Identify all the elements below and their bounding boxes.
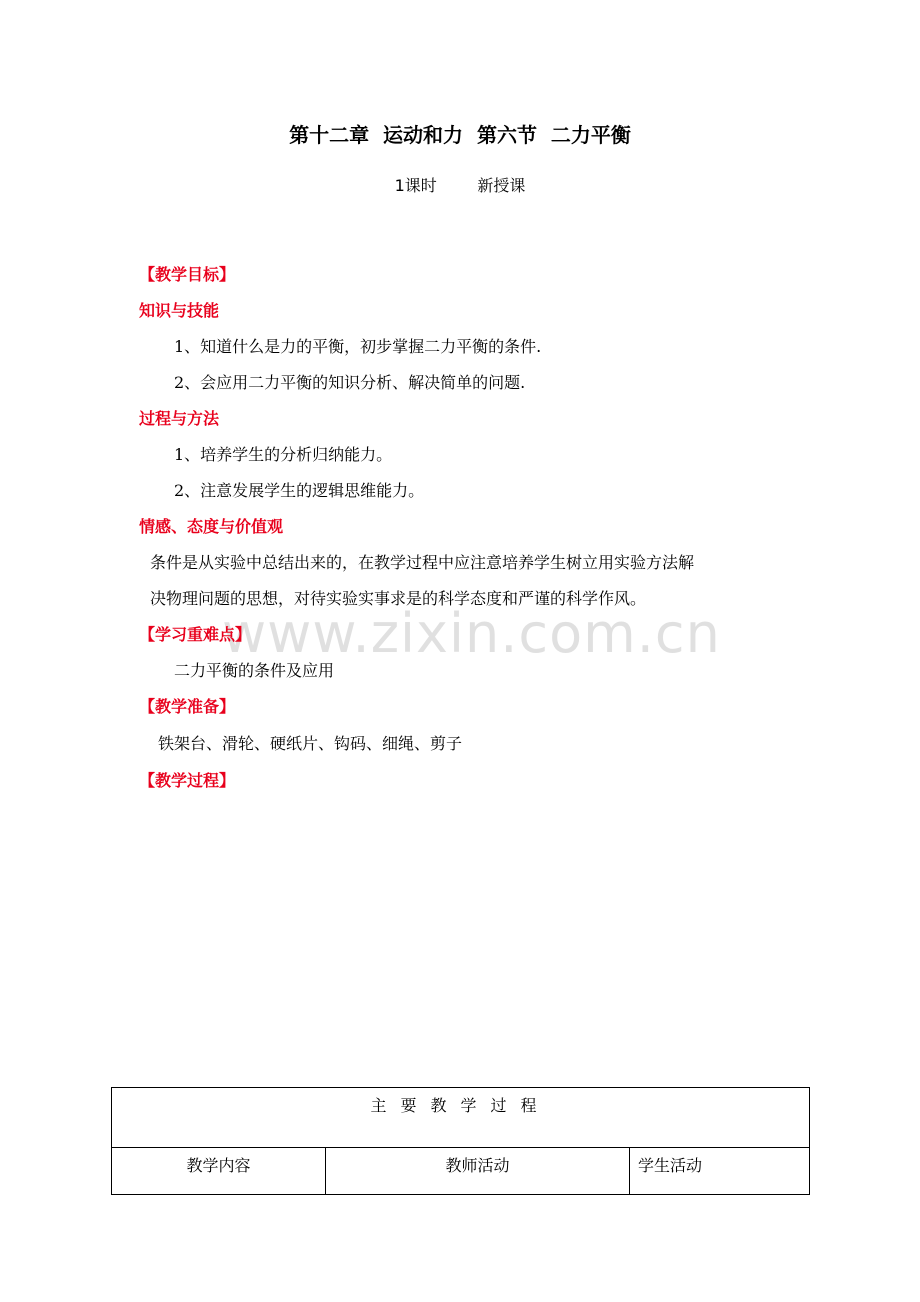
preparation-heading: 【教学准备】 bbox=[139, 697, 236, 716]
process-heading: 过程与方法 bbox=[139, 409, 220, 428]
knowledge-item: 1、知道什么是力的平衡，初步掌握二力平衡的条件. bbox=[174, 337, 542, 356]
process-item: 1、培养学生的分析归纳能力。 bbox=[174, 445, 393, 464]
watermark: www.zixin.com.cn bbox=[222, 602, 721, 665]
process-item: 2、注意发展学生的逻辑思维能力。 bbox=[174, 481, 425, 500]
attitude-heading: 情感、态度与价值观 bbox=[139, 517, 284, 536]
knowledge-heading: 知识与技能 bbox=[139, 301, 220, 320]
attitude-line: 决物理问题的思想，对待实验实事求是的科学态度和严谨的科学作风。 bbox=[150, 589, 647, 608]
teaching-process-heading: 【教学过程】 bbox=[139, 771, 236, 790]
objectives-heading: 【教学目标】 bbox=[139, 265, 236, 284]
page-title: 第十二章 运动和力 第六节 二力平衡 bbox=[289, 123, 631, 147]
page-subtitle: 1课时 新授课 bbox=[394, 176, 526, 195]
column-header-content: 教学内容 bbox=[112, 1148, 326, 1195]
keypoints-text: 二力平衡的条件及应用 bbox=[174, 661, 335, 680]
knowledge-item: 2、会应用二力平衡的知识分析、解决简单的问题. bbox=[174, 373, 526, 392]
keypoints-heading: 【学习重难点】 bbox=[139, 625, 252, 644]
table-header: 主要教学过程 bbox=[112, 1088, 810, 1148]
attitude-line: 条件是从实验中总结出来的，在教学过程中应注意培养学生树立用实验方法解 bbox=[150, 553, 695, 572]
preparation-text: 铁架台、滑轮、硬纸片、钩码、细绳、剪子 bbox=[158, 734, 463, 753]
column-header-student: 学生活动 bbox=[630, 1148, 810, 1195]
column-header-teacher: 教师活动 bbox=[326, 1148, 630, 1195]
teaching-process-table bbox=[111, 1087, 810, 1195]
